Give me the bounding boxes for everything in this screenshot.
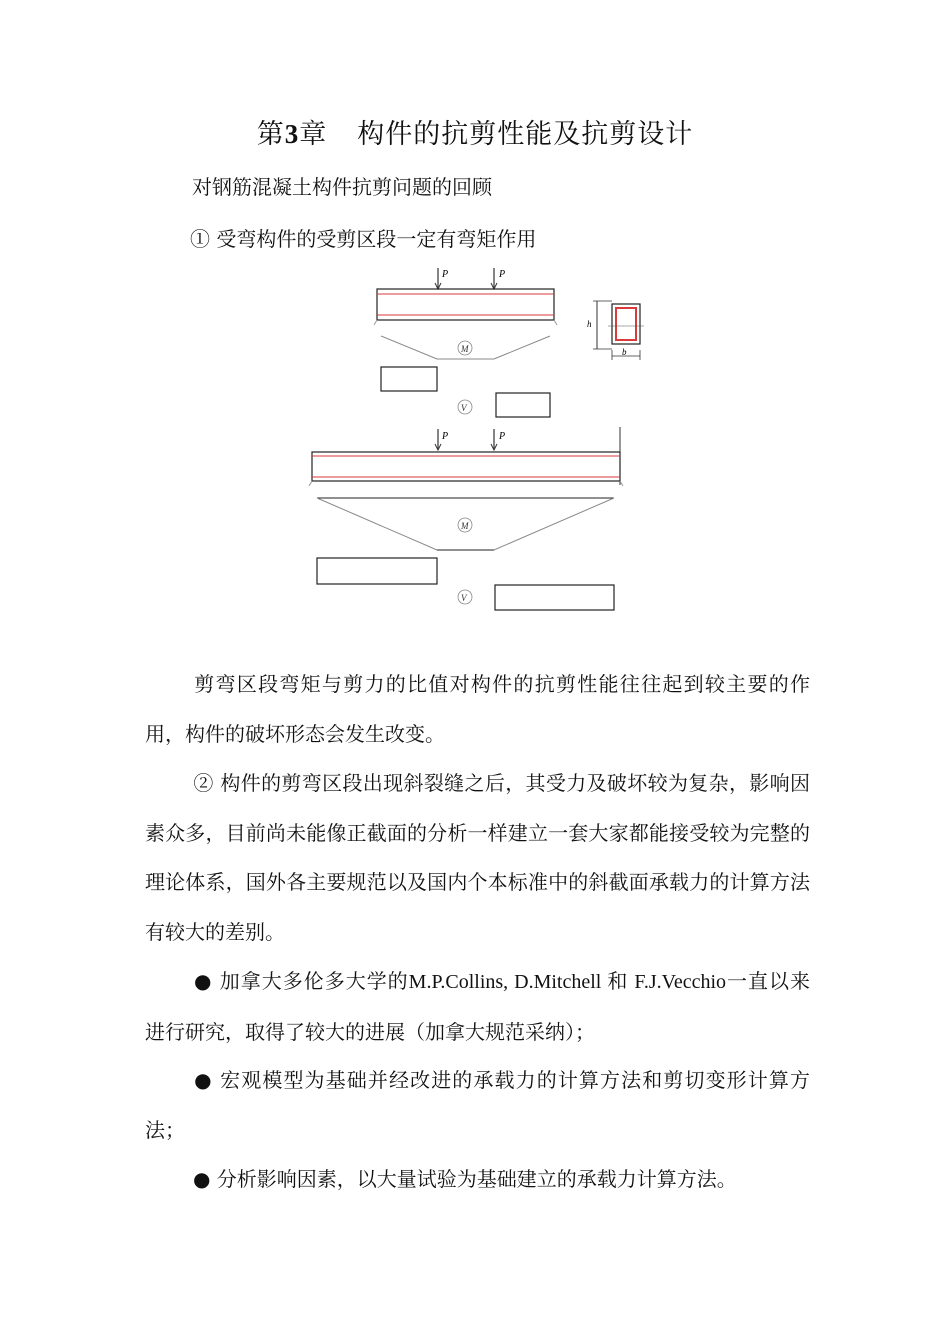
section-h-label: h	[587, 319, 592, 329]
bullet-1-names: M.P.Collins, D.Mitchell 和 F.J.Vecchio	[408, 971, 727, 993]
moment-diagram-2	[317, 498, 614, 550]
cross-section	[587, 301, 644, 360]
svg-text:M: M	[461, 344, 469, 354]
svg-text:V: V	[461, 403, 467, 413]
bullet-3-text: ● 分析影响因素，以大量试验为基础建立的承载力计算方法。	[193, 1167, 737, 1191]
bullet-2	[145, 1056, 810, 1155]
paragraph-2-text: ② 构件的剪弯区段出现斜裂缝之后，其受力及破坏较为复杂，影响因素众多，目前尚未能像正截面的分析一样建立一套大家都能接受较为完整的理论体系，国外各主要规范以及国内个本标准中的斜截面承载力的计算方法有较大的差别。	[145, 771, 810, 944]
svg-text:V: V	[461, 593, 467, 603]
moment-diagram-1	[381, 336, 550, 359]
load-arrow-3	[435, 429, 448, 450]
point-1: ① 受弯构件的受剪区段一定有弯矩作用	[190, 227, 537, 251]
bullet-3	[145, 1155, 810, 1205]
paragraph-1-text: 剪弯区段弯矩与剪力的比值对构件的抗剪性能往往起到较主要的作用，构件的破坏形态会发生改变。	[145, 672, 810, 746]
svg-text:P: P	[499, 431, 506, 442]
section-b-label: b	[622, 347, 627, 357]
chapter-title-text: 构件的抗剪性能及抗剪设计	[357, 119, 694, 150]
load-arrow-4	[491, 429, 505, 450]
load-arrow-1	[435, 268, 448, 289]
bullet-1-lead: ● 加拿大多伦多大学的	[193, 969, 409, 993]
beam-figure	[0, 255, 950, 625]
shear-diagram-1	[381, 367, 550, 417]
bullet-2-text: ● 宏观模型为基础并经改进的承载力的计算方法和剪切变形计算方法；	[145, 1068, 810, 1142]
chapter-suffix: 章	[299, 119, 328, 150]
paragraph-1	[145, 660, 810, 759]
bullet-1	[145, 957, 810, 1057]
load-label: P	[499, 269, 506, 280]
chapter-number: 3	[284, 119, 300, 149]
bullet-1-rest: 一直以来进行研究，取得了较大的进展（加拿大规范采纳）；	[145, 969, 810, 1044]
load-label: P	[442, 269, 449, 280]
paragraph-2	[145, 759, 810, 957]
chapter-prefix: 第	[256, 119, 285, 150]
chapter-title	[0, 112, 950, 151]
shear-diagram-2	[317, 558, 614, 610]
svg-text:M: M	[461, 521, 469, 531]
svg-text:P: P	[442, 431, 449, 442]
section-subtitle: 对钢筋混凝土构件抗剪问题的回顾	[192, 175, 492, 199]
load-arrow-2	[491, 268, 505, 289]
